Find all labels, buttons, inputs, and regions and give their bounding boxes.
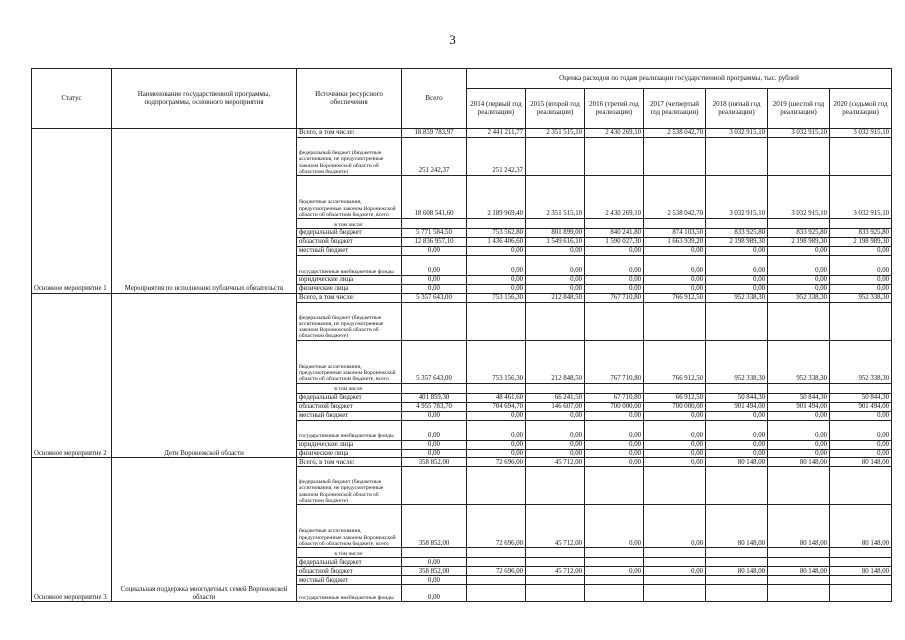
source-cell: государственные внебюджетные фонды: [297, 256, 402, 276]
year-value-cell: 80 148,00: [706, 567, 768, 576]
year-value-cell: 767 710,80: [585, 293, 644, 302]
total-cell: 18 608 541,60: [402, 176, 467, 219]
year-value-cell: 2 198 989,30: [768, 238, 830, 247]
year-value-cell: [706, 558, 768, 567]
year-value-cell: 3 032 915,10: [768, 129, 830, 138]
year-value-cell: 80 148,00: [768, 458, 830, 467]
total-cell: 0,00: [402, 256, 467, 276]
year-value-cell: 2 351 515,10: [526, 129, 585, 138]
total-cell: 5 357 643,00: [402, 340, 467, 383]
year-value-cell: 212 848,50: [526, 293, 585, 302]
year-value-cell: [706, 138, 768, 176]
year-value-cell: 50 844,30: [768, 393, 830, 402]
year-value-cell: [467, 548, 526, 558]
year-value-cell: [644, 558, 706, 567]
year-value-cell: [467, 219, 526, 229]
year-value-cell: 952 338,30: [830, 293, 892, 302]
year-value-cell: 874 103,50: [644, 229, 706, 238]
year-value-cell: [526, 302, 585, 340]
year-value-cell: [830, 383, 892, 393]
year-value-cell: 901 494,00: [768, 402, 830, 411]
year-value-cell: 901 494,00: [830, 402, 892, 411]
year-value-cell: 0,00: [467, 285, 526, 294]
year-value-cell: 840 241,80: [585, 229, 644, 238]
year-value-cell: 833 925,80: [706, 229, 768, 238]
year-value-cell: 0,00: [467, 256, 526, 276]
source-cell: государственные внебюджетные фонды: [297, 585, 402, 602]
source-cell: федеральный бюджет (бюджетные ассигнования, не предусмотренные законом Воронежской области об областном бюджете): [297, 138, 402, 176]
year-value-cell: 66 912,50: [644, 393, 706, 402]
total-cell: [402, 548, 467, 558]
total-cell: 251 242,37: [402, 138, 467, 176]
year-value-cell: 0,00: [706, 440, 768, 449]
year-value-cell: [585, 138, 644, 176]
year-value-cell: 2 198 989,30: [830, 238, 892, 247]
source-cell: областной бюджет: [297, 238, 402, 247]
year-value-cell: 80 148,00: [768, 505, 830, 548]
year-value-cell: 80 148,00: [706, 505, 768, 548]
year-value-cell: [467, 585, 526, 602]
source-cell: Всего, в том числе:: [297, 458, 402, 467]
year-value-cell: 0,00: [467, 449, 526, 458]
year-value-cell: 0,00: [526, 411, 585, 420]
year-value-cell: 0,00: [644, 567, 706, 576]
total-cell: [402, 219, 467, 229]
year-value-cell: 2 538 042,70: [644, 129, 706, 138]
year-value-cell: 2 430 269,10: [585, 129, 644, 138]
program-name-cell: Мероприятия по исполнению публичных обязательств: [112, 129, 297, 294]
year-value-cell: 0,00: [706, 256, 768, 276]
year-value-cell: 45 712,00: [526, 458, 585, 467]
year-value-cell: [585, 576, 644, 585]
year-value-cell: 72 696,00: [467, 567, 526, 576]
year-value-cell: 0,00: [644, 458, 706, 467]
year-value-cell: 0,00: [644, 411, 706, 420]
year-value-cell: 901 494,00: [706, 402, 768, 411]
source-cell: местный бюджет: [297, 247, 402, 256]
year-value-cell: [768, 576, 830, 585]
year-value-cell: [830, 585, 892, 602]
source-cell: в том числе:: [297, 383, 402, 393]
header-status: Статус: [32, 69, 112, 129]
year-value-cell: 0,00: [467, 420, 526, 440]
year-value-cell: [585, 548, 644, 558]
year-value-cell: 2 538 042,70: [644, 176, 706, 219]
source-cell: местный бюджет: [297, 411, 402, 420]
year-value-cell: 45 712,00: [526, 505, 585, 548]
budget-table: [31, 68, 892, 602]
year-value-cell: [526, 138, 585, 176]
table-row: [32, 458, 892, 467]
page-number: 3: [449, 32, 456, 47]
total-cell: [402, 467, 467, 505]
total-cell: 5 771 584,50: [402, 229, 467, 238]
total-cell: 358 852,00: [402, 458, 467, 467]
year-value-cell: [526, 548, 585, 558]
year-value-cell: 0,00: [467, 440, 526, 449]
year-value-cell: 0,00: [644, 449, 706, 458]
year-value-cell: [526, 219, 585, 229]
year-value-cell: [526, 585, 585, 602]
source-cell: федеральный бюджет (бюджетные ассигнования, не предусмотренные законом Воронежской области об областном бюджете): [297, 302, 402, 340]
year-value-cell: [830, 138, 892, 176]
source-cell: областной бюджет: [297, 567, 402, 576]
year-value-cell: 0,00: [768, 411, 830, 420]
year-value-cell: [644, 576, 706, 585]
year-value-cell: 0,00: [706, 285, 768, 294]
year-value-cell: 0,00: [644, 420, 706, 440]
table-row: [32, 293, 892, 302]
total-cell: [402, 302, 467, 340]
year-value-cell: 700 000,00: [644, 402, 706, 411]
year-value-cell: [768, 302, 830, 340]
year-value-cell: [768, 585, 830, 602]
year-value-cell: 212 848,50: [526, 340, 585, 383]
year-value-cell: [467, 467, 526, 505]
year-value-cell: [585, 302, 644, 340]
year-value-cell: 50 844,30: [830, 393, 892, 402]
year-value-cell: 0,00: [768, 285, 830, 294]
year-value-cell: 0,00: [768, 256, 830, 276]
year-value-cell: 0,00: [526, 449, 585, 458]
year-value-cell: 0,00: [830, 449, 892, 458]
year-value-cell: 2 198 989,30: [706, 238, 768, 247]
year-value-cell: 0,00: [644, 440, 706, 449]
year-value-cell: [526, 558, 585, 567]
year-value-cell: [585, 219, 644, 229]
year-value-cell: [706, 302, 768, 340]
total-cell: 0,00: [402, 576, 467, 585]
status-cell: Основное мероприятие 2: [32, 293, 112, 458]
year-value-cell: 0,00: [526, 256, 585, 276]
year-value-cell: 0,00: [585, 411, 644, 420]
year-value-cell: [706, 383, 768, 393]
year-value-cell: 0,00: [830, 285, 892, 294]
year-value-cell: 0,00: [585, 285, 644, 294]
program-name-cell: Социальная поддержка многодетных семей Воронежской области: [112, 458, 297, 602]
year-value-cell: 704 694,70: [467, 402, 526, 411]
year-value-cell: 0,00: [467, 411, 526, 420]
source-cell: юридические лица: [297, 440, 402, 449]
source-cell: федеральный бюджет: [297, 393, 402, 402]
year-value-cell: 767 710,80: [585, 340, 644, 383]
header-source: Источники ресурсного обеспечения: [297, 69, 402, 129]
year-value-cell: 766 912,50: [644, 340, 706, 383]
year-value-cell: 0,00: [830, 256, 892, 276]
year-value-cell: 0,00: [585, 256, 644, 276]
year-value-cell: 952 338,30: [768, 340, 830, 383]
year-value-cell: 0,00: [706, 247, 768, 256]
year-value-cell: 833 925,80: [768, 229, 830, 238]
year-value-cell: [706, 219, 768, 229]
year-value-cell: [706, 548, 768, 558]
year-value-cell: 0,00: [644, 256, 706, 276]
year-value-cell: 251 242,37: [467, 138, 526, 176]
year-value-cell: 72 696,00: [467, 458, 526, 467]
total-cell: 4 955 783,70: [402, 402, 467, 411]
year-value-cell: 48 461,60: [467, 393, 526, 402]
year-value-cell: [768, 548, 830, 558]
year-value-cell: 0,00: [467, 276, 526, 285]
total-cell: 358 852,00: [402, 567, 467, 576]
status-cell: Основное мероприятие 1: [32, 129, 112, 294]
total-cell: 0,00: [402, 440, 467, 449]
source-cell: физические лица: [297, 285, 402, 294]
year-value-cell: [768, 219, 830, 229]
source-cell: федеральный бюджет: [297, 229, 402, 238]
year-value-cell: 753 156,30: [467, 293, 526, 302]
year-value-cell: 1 590 027,30: [585, 238, 644, 247]
year-value-cell: 2 441 211,77: [467, 129, 526, 138]
year-value-cell: 80 148,00: [768, 567, 830, 576]
source-cell: федеральный бюджет (бюджетные ассигнования, не предусмотренные законом Воронежской области об областном бюджете): [297, 467, 402, 505]
year-value-cell: [585, 585, 644, 602]
header-year: 2020 (седьмой год реализации): [830, 89, 892, 129]
year-value-cell: 0,00: [585, 567, 644, 576]
year-value-cell: [830, 558, 892, 567]
year-value-cell: 833 925,80: [830, 229, 892, 238]
year-value-cell: [768, 383, 830, 393]
year-value-cell: [585, 467, 644, 505]
year-value-cell: 753 156,30: [467, 340, 526, 383]
source-cell: федеральный бюджет: [297, 558, 402, 567]
header-year: 2019 (шестой год реализации): [768, 89, 830, 129]
year-value-cell: [526, 576, 585, 585]
year-value-cell: [644, 302, 706, 340]
year-value-cell: 0,00: [585, 458, 644, 467]
year-value-cell: 0,00: [830, 276, 892, 285]
year-value-cell: 2 430 269,10: [585, 176, 644, 219]
year-value-cell: 0,00: [526, 276, 585, 285]
year-value-cell: 0,00: [585, 440, 644, 449]
total-cell: 0,00: [402, 420, 467, 440]
year-value-cell: 0,00: [706, 411, 768, 420]
header-total: Всего: [402, 69, 467, 129]
source-cell: бюджетные ассигнования, предусмотренные законом Воронежской области об областном бюджете, всего: [297, 176, 402, 219]
year-value-cell: 0,00: [585, 276, 644, 285]
header-name: Наименование государственной программы, подпрограммы, основного мероприятия: [112, 69, 297, 129]
year-value-cell: [467, 576, 526, 585]
year-value-cell: 3 032 915,10: [706, 129, 768, 138]
year-value-cell: 0,00: [585, 247, 644, 256]
year-value-cell: 801 899,00: [526, 229, 585, 238]
total-cell: 18 859 783,97: [402, 129, 467, 138]
year-value-cell: [585, 383, 644, 393]
program-name-cell: Дети Воронежской области: [112, 293, 297, 458]
year-value-cell: 0,00: [644, 505, 706, 548]
source-cell: в том числе:: [297, 219, 402, 229]
total-cell: 0,00: [402, 285, 467, 294]
year-value-cell: [644, 548, 706, 558]
year-value-cell: 0,00: [526, 285, 585, 294]
year-value-cell: 0,00: [467, 247, 526, 256]
year-value-cell: 0,00: [526, 247, 585, 256]
year-value-cell: 0,00: [768, 276, 830, 285]
year-value-cell: 2 189 969,40: [467, 176, 526, 219]
year-value-cell: 0,00: [526, 420, 585, 440]
year-value-cell: 2 351 515,10: [526, 176, 585, 219]
year-value-cell: [644, 467, 706, 505]
header-year: 2017 (четвертый год реализации): [644, 89, 706, 129]
total-cell: 0,00: [402, 585, 467, 602]
year-value-cell: 66 241,50: [526, 393, 585, 402]
year-value-cell: 952 338,30: [706, 293, 768, 302]
year-value-cell: [585, 558, 644, 567]
total-cell: 0,00: [402, 558, 467, 567]
year-value-cell: [467, 383, 526, 393]
year-value-cell: 80 148,00: [830, 567, 892, 576]
total-cell: 5 357 643,00: [402, 293, 467, 302]
header-year: 2016 (третий год реализации): [585, 89, 644, 129]
year-value-cell: [830, 467, 892, 505]
year-value-cell: [768, 138, 830, 176]
year-value-cell: [467, 302, 526, 340]
year-value-cell: 952 338,30: [768, 293, 830, 302]
year-value-cell: 3 032 915,10: [706, 176, 768, 219]
total-cell: 358 852,00: [402, 505, 467, 548]
year-value-cell: 0,00: [830, 411, 892, 420]
year-value-cell: 1 436 406,60: [467, 238, 526, 247]
total-cell: 401 859,30: [402, 393, 467, 402]
header-year: 2018 (пятый год реализации): [706, 89, 768, 129]
year-value-cell: 0,00: [644, 247, 706, 256]
total-cell: [402, 383, 467, 393]
year-value-cell: 1 549 616,10: [526, 238, 585, 247]
year-value-cell: 952 338,30: [830, 340, 892, 383]
source-cell: физические лица: [297, 449, 402, 458]
year-value-cell: 700 000,00: [585, 402, 644, 411]
year-value-cell: [830, 576, 892, 585]
table-row: [32, 129, 892, 138]
year-value-cell: 0,00: [706, 420, 768, 440]
year-value-cell: 766 912,50: [644, 293, 706, 302]
year-value-cell: 72 696,00: [467, 505, 526, 548]
year-value-cell: 0,00: [706, 449, 768, 458]
source-cell: в том числе:: [297, 548, 402, 558]
year-value-cell: [706, 585, 768, 602]
header-year: 2014 (первый год реализации): [467, 89, 526, 129]
header-year: 2015 (второй год реализации): [526, 89, 585, 129]
year-value-cell: 0,00: [768, 420, 830, 440]
year-value-cell: 3 032 915,10: [830, 129, 892, 138]
year-value-cell: 0,00: [830, 247, 892, 256]
year-value-cell: [706, 576, 768, 585]
year-value-cell: 0,00: [585, 449, 644, 458]
total-cell: 12 836 957,10: [402, 238, 467, 247]
year-value-cell: 0,00: [585, 505, 644, 548]
year-value-cell: [526, 383, 585, 393]
year-value-cell: [830, 219, 892, 229]
year-value-cell: 80 148,00: [830, 458, 892, 467]
year-value-cell: [706, 467, 768, 505]
year-value-cell: [467, 558, 526, 567]
year-value-cell: [768, 467, 830, 505]
year-value-cell: 50 844,30: [706, 393, 768, 402]
year-value-cell: 0,00: [830, 440, 892, 449]
year-value-cell: 0,00: [768, 449, 830, 458]
year-value-cell: 0,00: [768, 440, 830, 449]
year-value-cell: [644, 138, 706, 176]
year-value-cell: [644, 219, 706, 229]
year-value-cell: 146 607,00: [526, 402, 585, 411]
year-value-cell: 0,00: [644, 285, 706, 294]
source-cell: местный бюджет: [297, 576, 402, 585]
year-value-cell: 67 710,80: [585, 393, 644, 402]
source-cell: юридические лица: [297, 276, 402, 285]
year-value-cell: 3 032 915,10: [768, 176, 830, 219]
source-cell: Всего, в том числе:: [297, 129, 402, 138]
source-cell: Всего, в том числе:: [297, 293, 402, 302]
year-value-cell: 753 562,80: [467, 229, 526, 238]
year-value-cell: 80 148,00: [706, 458, 768, 467]
total-cell: 0,00: [402, 276, 467, 285]
source-cell: областной бюджет: [297, 402, 402, 411]
year-value-cell: 0,00: [768, 247, 830, 256]
year-value-cell: [768, 558, 830, 567]
source-cell: государственные внебюджетные фонды: [297, 420, 402, 440]
year-value-cell: 45 712,00: [526, 567, 585, 576]
year-value-cell: 0,00: [830, 420, 892, 440]
total-cell: 0,00: [402, 411, 467, 420]
year-value-cell: 0,00: [585, 420, 644, 440]
status-cell: Основное мероприятие 3: [32, 458, 112, 602]
source-cell: бюджетные ассигнования, предусмотренные законом Воронежской области об областном бюджете, всего: [297, 505, 402, 548]
year-value-cell: 0,00: [706, 276, 768, 285]
total-cell: 0,00: [402, 247, 467, 256]
year-value-cell: [830, 302, 892, 340]
total-cell: 0,00: [402, 449, 467, 458]
year-value-cell: 0,00: [644, 276, 706, 285]
year-value-cell: [644, 383, 706, 393]
year-value-cell: [830, 548, 892, 558]
year-value-cell: [644, 585, 706, 602]
year-value-cell: 952 338,30: [706, 340, 768, 383]
year-value-cell: [526, 467, 585, 505]
year-value-cell: 3 032 915,10: [830, 176, 892, 219]
year-value-cell: 1 663 939,20: [644, 238, 706, 247]
year-value-cell: 0,00: [526, 440, 585, 449]
header-estimate: Оценка расходов по годам реализации государственной программы, тыс. рублей: [467, 69, 892, 89]
source-cell: бюджетные ассигнования, предусмотренные законом Воронежской области об областном бюджете, всего: [297, 340, 402, 383]
year-value-cell: 80 148,00: [830, 505, 892, 548]
